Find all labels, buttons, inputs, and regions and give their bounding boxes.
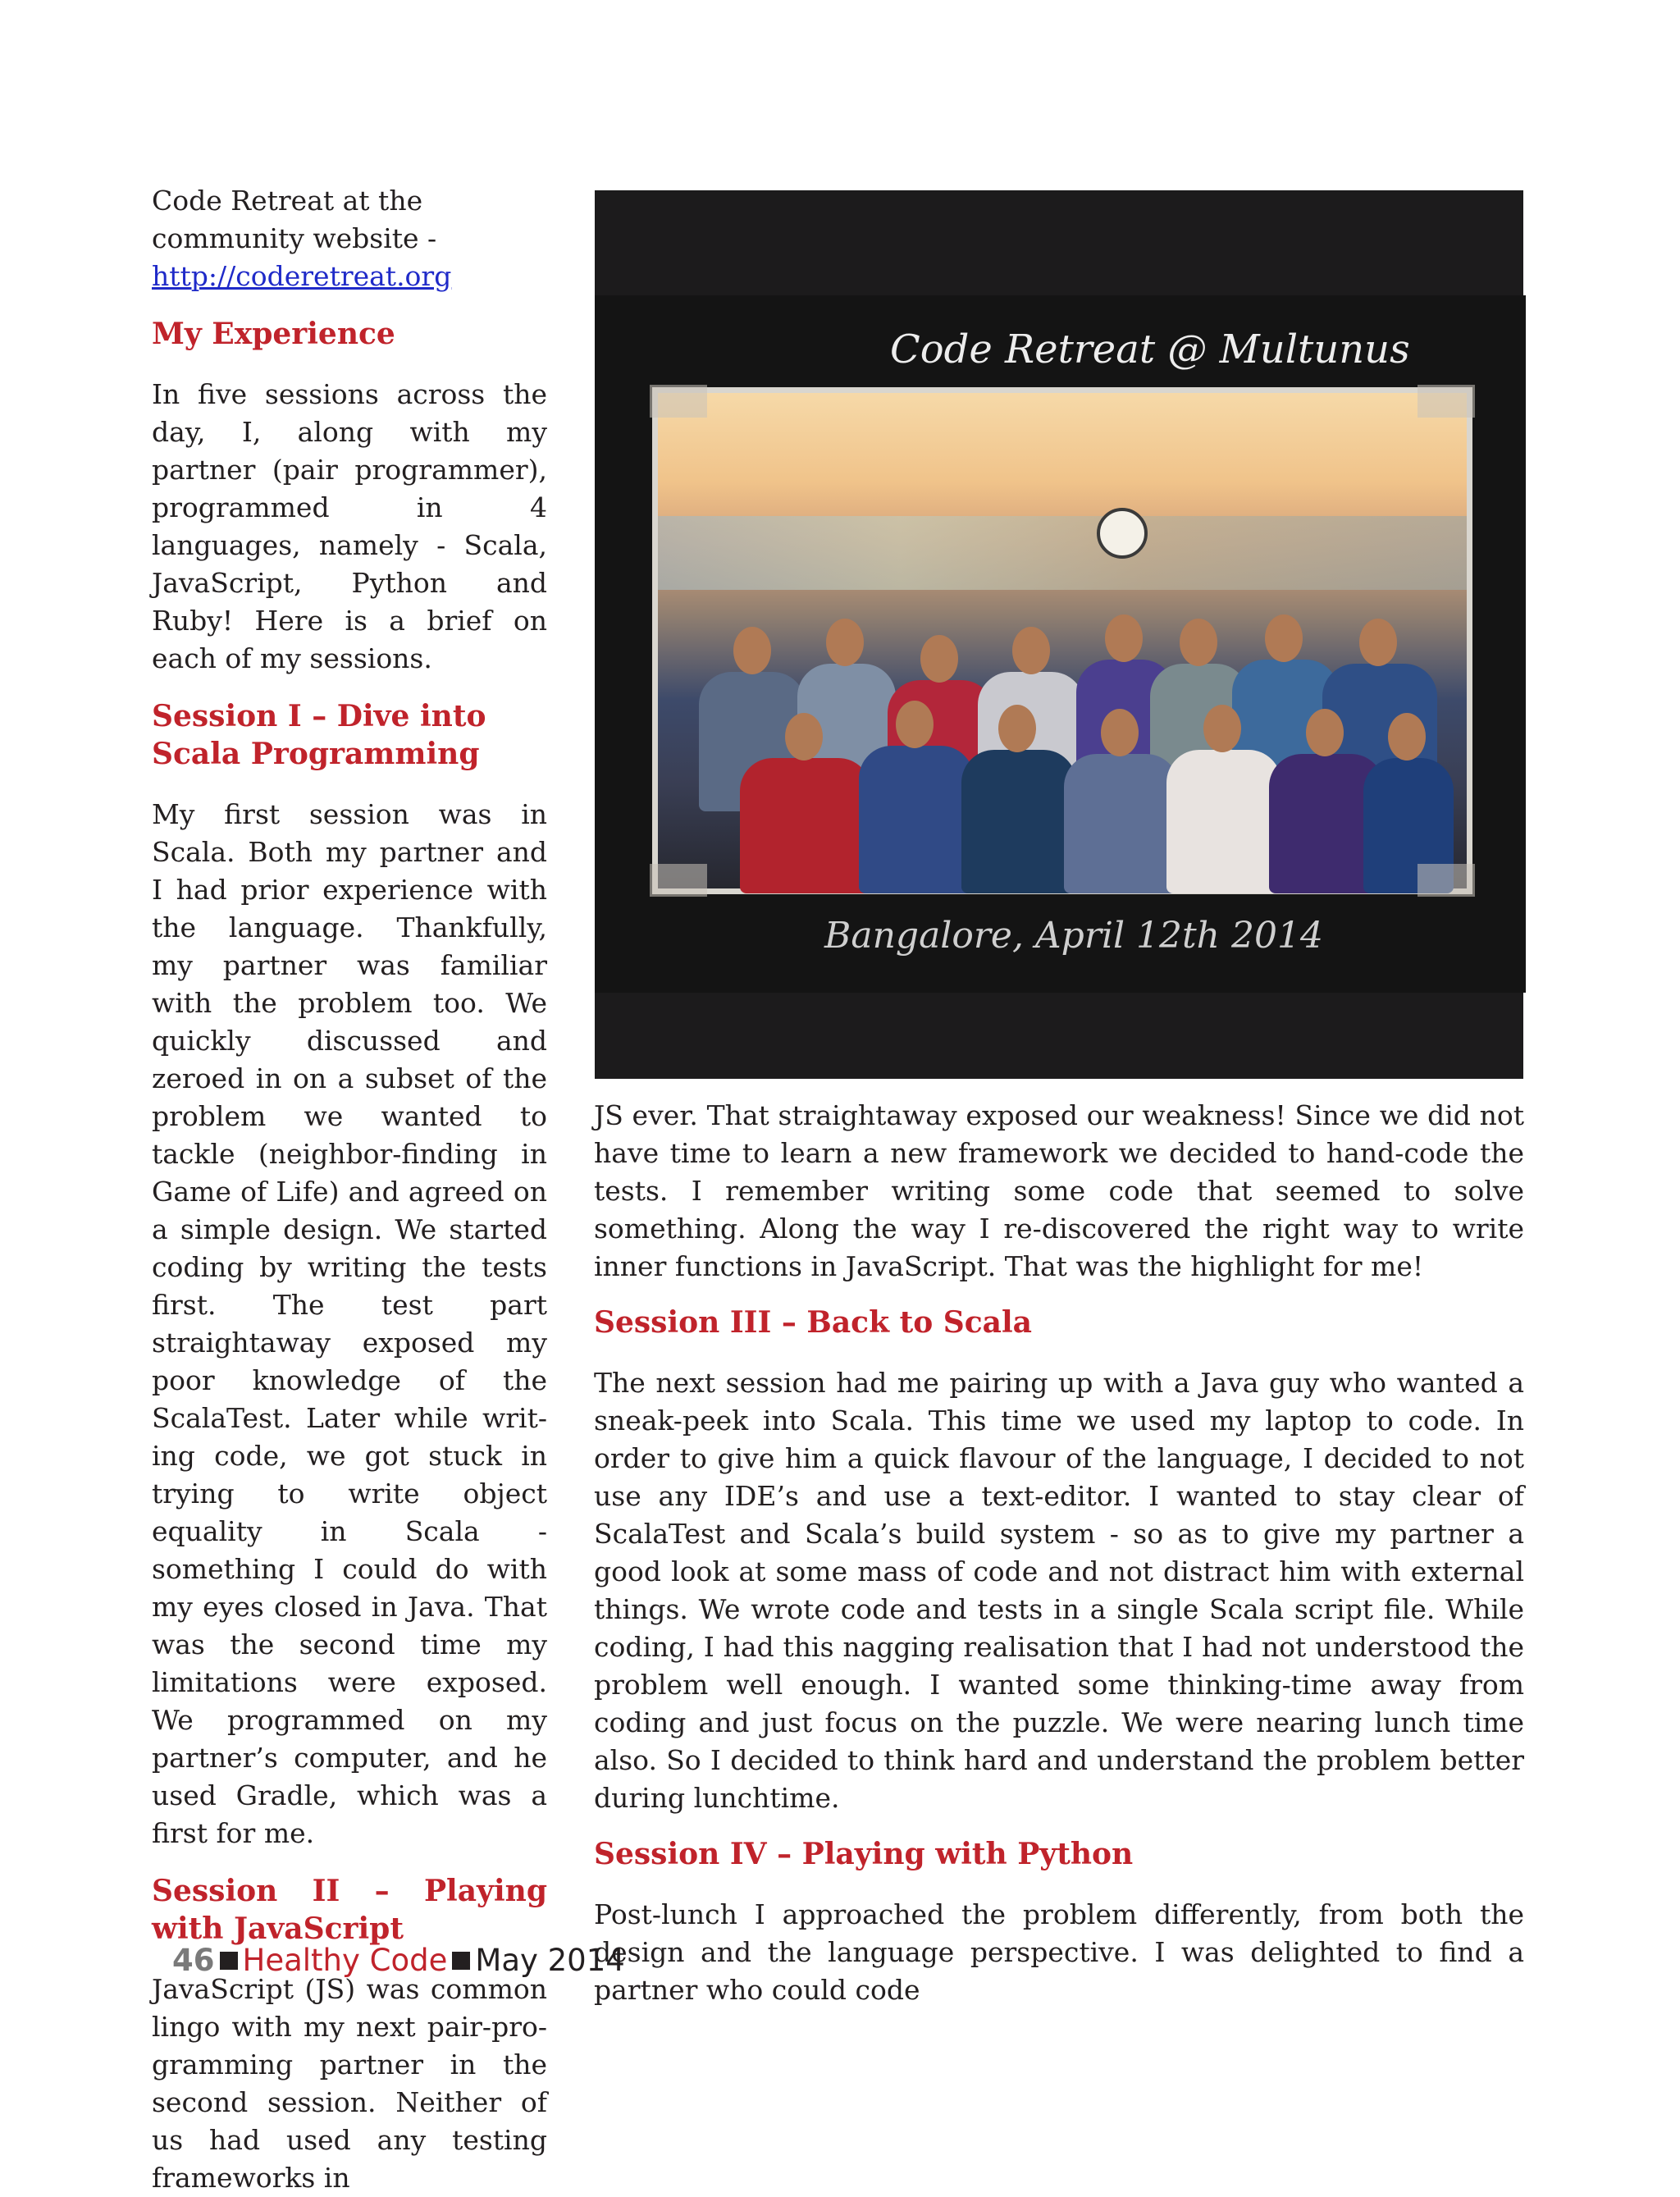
page-number: 46 <box>172 1943 215 1978</box>
intro-text: Code Retreat at the community website - <box>152 185 437 254</box>
issue-date: May 2014 <box>475 1943 625 1978</box>
tape-corner <box>650 385 707 418</box>
heading-session-2: Session II – Playing with JavaScript <box>152 1874 547 1946</box>
session-4-body: Post-lunch I approached the problem differently, from both the design and the language perspective. I was delighted to find a partner who could code <box>594 1898 1524 2006</box>
right-column <box>594 1097 1524 2009</box>
room-background <box>658 516 1467 590</box>
session-2-continued: JS ever. That straightaway exposed our weakness! Since we did not have time to learn a new framework we decided to hand-code the tests. I remember writing some code that seemed to solve something. Along the way I re-discovered the right way to write inner functions in JavaScript. That was the highlight for me! <box>594 1099 1524 1282</box>
magazine-name: Healthy Code <box>242 1943 448 1978</box>
coderetreat-link[interactable]: http://coderetreat.org <box>152 260 452 292</box>
left-column <box>152 182 547 2197</box>
experience-body: In five sessions across the day, I, along with my partner (pair programmer), programmed in 4 languages, namely - Scala, JavaScript, Python and Ruby! Here is a brief on each of my sessions. <box>152 378 547 674</box>
separator-square-icon <box>452 1952 470 1970</box>
photo-board <box>595 295 1526 993</box>
wall-clock <box>1097 508 1148 559</box>
group-photo <box>652 387 1472 894</box>
session-2-body: JavaScript (JS) was common lingo with my next pair-programming partner in the second session. Neither of us had used any testing frameworks in <box>152 1973 547 2194</box>
page-footer <box>172 1943 625 1979</box>
intro-paragraph <box>152 182 547 295</box>
tape-corner <box>650 864 707 897</box>
heading-session-4: Session IV – Playing with Python <box>594 1837 1134 1871</box>
session-3-body: The next session had me pairing up with a Java guy who wanted a sneak-peek into Scala. This time we used my laptop to code. In order to give him a quick flavour of the language, I decided to not use any IDE’s and use a text-editor. I wanted to stay clear of ScalaTest and Scala’s build system - so as to give my partner a good look at some mass of code and not distract him with external things. We wrote code and tests in a single Scala script file. While coding, I had this nagging realisation that I had not understood the problem well enough. I wanted some thinking-time away from coding and just focus on the puzzle. We were nearing lunch time also. So I decided to think hard and understand the problem better during lunchtime. <box>594 1367 1524 1814</box>
group-photo-frame <box>595 190 1523 1079</box>
tape-corner <box>1418 385 1475 418</box>
tape-corner <box>1418 864 1475 897</box>
heading-session-1: Session I – Dive into Scala Programming <box>152 699 486 771</box>
people-group <box>691 582 1445 893</box>
heading-my-experience: My Experience <box>152 317 395 351</box>
session-1-body: My first session was in Scala. Both my partner and I had prior experience with the language. Thankfully, my partner was familiar with the problem too. We quickly discussed and zeroed in on a subset of the problem we wanted to tackle (neighbor-finding in Game of Life) and agreed on a simple design. We started coding by writing the tests first. The test part straightaway exposed my poor knowledge of the ScalaTest. Later while writing code, we got stuck in trying to write object equality in Scala - something I could do with my eyes closed in Java. That was the second time my limitations were exposed. We programmed on my partner’s computer, and he used Gradle, which was a first for me. <box>152 798 547 1849</box>
photo-caption-bottom: Bangalore, April 12th 2014 <box>824 915 1323 957</box>
photo-caption-top: Code Retreat @ Multunus <box>890 327 1410 372</box>
separator-square-icon <box>220 1952 238 1970</box>
heading-session-3: Session III – Back to Scala <box>594 1305 1032 1340</box>
